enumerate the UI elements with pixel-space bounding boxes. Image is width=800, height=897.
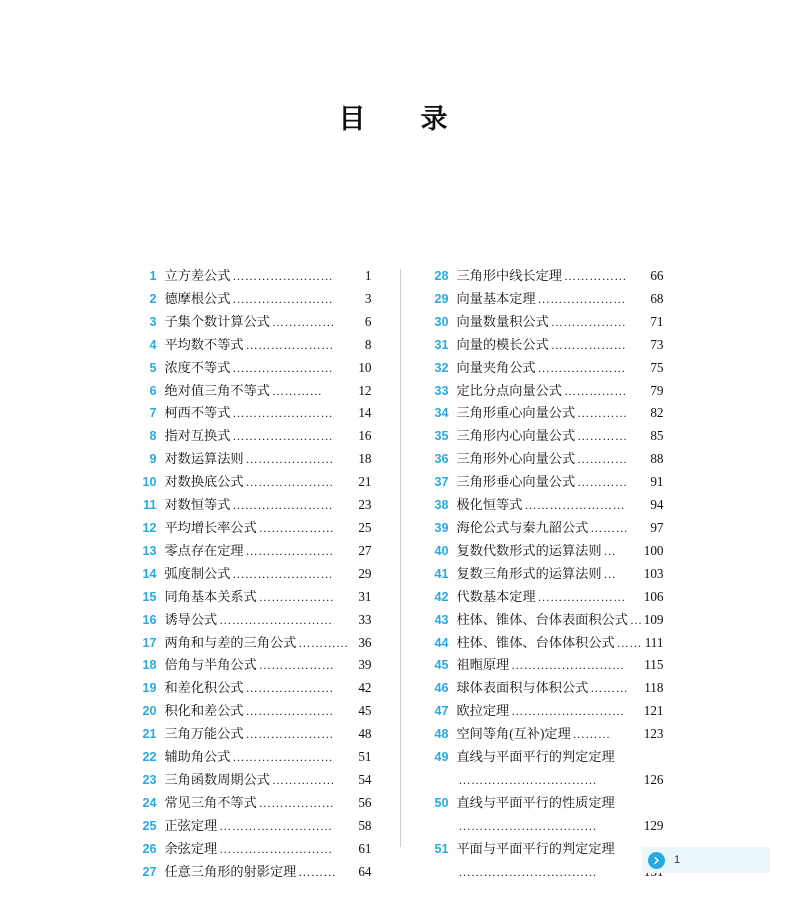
toc-entry-dots: ………………… bbox=[537, 360, 626, 375]
toc-entry-number: 45 bbox=[434, 658, 449, 673]
toc-entry-page: 36 bbox=[358, 634, 372, 650]
toc-entry-label: 三角形内心向量公式 bbox=[456, 428, 576, 444]
toc-entry-page: 118 bbox=[644, 680, 664, 696]
toc-entry[interactable] bbox=[429, 632, 664, 655]
toc-entry-label: 立方差公式 bbox=[164, 268, 231, 283]
toc-entry-page: 48 bbox=[358, 726, 372, 742]
toc-entry[interactable] bbox=[137, 448, 372, 471]
toc-entry-label: 对数恒等式 bbox=[164, 497, 231, 513]
toc-entry-number: 25 bbox=[142, 818, 157, 833]
toc-entry-dots: …………… bbox=[272, 772, 335, 787]
toc-entry[interactable] bbox=[429, 311, 664, 334]
toc-entry-number: 3 bbox=[149, 314, 157, 329]
toc-entry-page: 85 bbox=[650, 428, 664, 444]
toc-entry-label: 向量的模长公式 bbox=[456, 336, 549, 352]
toc-entry-number: 26 bbox=[142, 841, 157, 856]
toc-entry-number: 30 bbox=[434, 314, 449, 329]
toc-entry[interactable] bbox=[429, 517, 664, 540]
toc-entry-dots: ……………… bbox=[550, 337, 627, 352]
toc-entry-page: 66 bbox=[650, 268, 664, 283]
toc-entry-page: 73 bbox=[650, 336, 664, 352]
toc-entry-number: 6 bbox=[149, 383, 157, 398]
toc-entry-label: 任意三角形的射影定理 bbox=[164, 863, 297, 879]
toc-entry-page: 126 bbox=[643, 771, 664, 787]
toc-entry-dots: ………………… bbox=[245, 337, 334, 352]
toc-entry-dots: ………… bbox=[577, 452, 628, 467]
toc-right-column bbox=[415, 265, 664, 883]
toc-entry-dots: …………………… bbox=[232, 269, 334, 283]
toc-entry[interactable] bbox=[429, 838, 664, 884]
toc-entry-label: 三角函数周期公式 bbox=[164, 771, 270, 787]
toc-entry-label: 柱体、锥体、台体表面积公式 bbox=[456, 611, 628, 627]
toc-entry-label: 祖暅原理 bbox=[456, 657, 510, 673]
toc-entry-label: 三角形重心向量公式 bbox=[456, 405, 576, 421]
toc-entry-label: 空间等角(互补)定理 bbox=[456, 726, 571, 742]
page-number: 1 bbox=[674, 854, 681, 866]
toc-entry-label: 子集个数计算公式 bbox=[164, 313, 270, 329]
toc-entry-number: 47 bbox=[434, 704, 449, 719]
toc-entry-number: 13 bbox=[142, 543, 157, 558]
toc-entry-label: 辅助角公式 bbox=[164, 749, 231, 765]
toc-entry-dots: … bbox=[603, 543, 617, 558]
toc-entry[interactable] bbox=[137, 357, 372, 380]
toc-entry-label: 极化恒等式 bbox=[456, 497, 523, 513]
toc-entry-label: 三角万能公式 bbox=[164, 726, 244, 742]
toc-entry-number: 16 bbox=[142, 612, 157, 627]
toc-entry-number: 23 bbox=[142, 772, 157, 787]
toc-entry[interactable] bbox=[429, 792, 664, 838]
toc-entry-page: 123 bbox=[643, 726, 664, 742]
toc-entry-dots: …………… bbox=[272, 314, 335, 329]
toc-entry-dots: …………… bbox=[564, 383, 627, 398]
toc-entry[interactable] bbox=[137, 517, 372, 540]
toc-entry[interactable] bbox=[429, 677, 664, 700]
toc-entry[interactable] bbox=[137, 471, 372, 494]
toc-entry-dots: …………………………… bbox=[458, 772, 598, 787]
toc-entry-number: 38 bbox=[434, 498, 449, 513]
toc-entry-page: 103 bbox=[643, 565, 664, 581]
toc-entry-number: 7 bbox=[149, 406, 157, 421]
toc-entry-dots: ………………… bbox=[537, 291, 626, 306]
toc-entry-label: 和差化积公式 bbox=[164, 680, 244, 696]
toc-entry-number: 46 bbox=[434, 681, 449, 696]
toc-entry-label: 直线与平面平行的判定定理 bbox=[456, 749, 615, 765]
toc-entry-page: 109 bbox=[643, 611, 664, 627]
toc-entry-label: 弧度制公式 bbox=[164, 565, 231, 581]
toc-entry-number: 37 bbox=[434, 475, 449, 490]
toc-entry-number: 51 bbox=[434, 841, 449, 856]
toc-entry-dots: ……… bbox=[298, 864, 337, 879]
toc-entry-page: 1 bbox=[364, 268, 372, 283]
toc-entry-number: 12 bbox=[142, 520, 157, 535]
toc-entry-label: 零点存在定理 bbox=[164, 542, 244, 558]
toc-entry-label: 德摩根公式 bbox=[164, 290, 231, 306]
toc-entry[interactable] bbox=[429, 723, 664, 746]
toc-entry-page: 31 bbox=[358, 588, 372, 604]
toc-entry-page: 54 bbox=[358, 771, 372, 787]
toc-entry[interactable] bbox=[137, 265, 372, 288]
toc-entry-page: 56 bbox=[358, 794, 372, 810]
toc-entry-number: 15 bbox=[142, 589, 157, 604]
toc-entry-dots: ………………… bbox=[537, 589, 626, 604]
toc-entry-page: 94 bbox=[650, 497, 664, 513]
toc-entry-page: 51 bbox=[358, 749, 372, 765]
page-footer bbox=[642, 847, 770, 873]
toc-entry-label: 诱导公式 bbox=[164, 611, 218, 627]
toc-entry[interactable] bbox=[137, 311, 372, 334]
toc-entry-page: 75 bbox=[650, 359, 664, 375]
toc-entry-page: 111 bbox=[644, 634, 664, 650]
toc-entry-dots: …………………… bbox=[232, 360, 334, 375]
toc-page bbox=[0, 97, 800, 897]
toc-entry-label: 球体表面积与体积公式 bbox=[456, 680, 589, 696]
toc-entry-label: 复数三角形式的运算法则 bbox=[456, 565, 602, 581]
toc-entry-dots: …………………… bbox=[232, 429, 334, 444]
toc-entry-label: 向量夹角公式 bbox=[456, 359, 536, 375]
toc-entry-page: 14 bbox=[358, 405, 372, 421]
toc-entry[interactable] bbox=[137, 334, 372, 357]
toc-left-column bbox=[137, 265, 386, 883]
toc-entry[interactable] bbox=[429, 654, 664, 677]
toc-entry-number: 32 bbox=[434, 360, 449, 375]
toc-entry-page: 45 bbox=[358, 703, 372, 719]
toc-entry-label: 平均增长率公式 bbox=[164, 519, 257, 535]
toc-entry-number: 9 bbox=[149, 452, 157, 467]
toc-entry-page: 88 bbox=[650, 451, 664, 467]
toc-entry-page: 16 bbox=[358, 428, 372, 444]
toc-entry-dots: ………………… bbox=[245, 543, 334, 558]
toc-entry-page: 79 bbox=[650, 382, 664, 398]
toc-entry-label: 同角基本关系式 bbox=[164, 588, 257, 604]
toc-entry-dots: …………………… bbox=[232, 750, 334, 765]
toc-entry-label: 向量数量积公式 bbox=[456, 313, 549, 329]
toc-entry[interactable] bbox=[429, 540, 664, 563]
toc-entry-dots: ……………… bbox=[258, 589, 335, 604]
toc-entry-page: 27 bbox=[358, 542, 372, 558]
toc-entry-label: 对数换底公式 bbox=[164, 474, 244, 490]
toc-entry[interactable] bbox=[429, 265, 664, 288]
toc-entry-dots: ………………… bbox=[245, 704, 334, 719]
toc-entry-number: 40 bbox=[434, 543, 449, 558]
toc-entry-page: 100 bbox=[643, 542, 664, 558]
toc-entry-page: 97 bbox=[650, 519, 664, 535]
toc-entry[interactable] bbox=[137, 288, 372, 311]
toc-entry-dots: …………………… bbox=[232, 406, 334, 421]
toc-entry[interactable] bbox=[429, 586, 664, 609]
toc-entry-page: 64 bbox=[358, 863, 372, 879]
toc-entry[interactable] bbox=[429, 563, 664, 586]
toc-entry-label: 欧拉定理 bbox=[456, 703, 510, 719]
toc-entry-label: 三角形外心向量公式 bbox=[456, 451, 576, 467]
toc-entry-label: 浓度不等式 bbox=[164, 359, 231, 375]
toc-entry-dots: …… bbox=[616, 635, 642, 650]
toc-entry[interactable] bbox=[137, 792, 372, 815]
toc-entry[interactable] bbox=[137, 769, 372, 792]
toc-entry-number: 42 bbox=[434, 589, 449, 604]
toc-entry-label: 向量基本定理 bbox=[456, 290, 536, 306]
toc-entry-number: 4 bbox=[149, 337, 157, 352]
toc-entry[interactable] bbox=[137, 700, 372, 723]
toc-entry-page: 115 bbox=[644, 657, 664, 673]
toc-entry-dots: ……………… bbox=[258, 658, 335, 673]
toc-entry-label: 代数基本定理 bbox=[456, 588, 536, 604]
toc-entry-number: 44 bbox=[434, 635, 449, 650]
toc-entry[interactable] bbox=[137, 494, 372, 517]
toc-entry[interactable] bbox=[137, 632, 372, 655]
toc-entry[interactable] bbox=[429, 357, 664, 380]
toc-entry-label: 海伦公式与秦九韶公式 bbox=[456, 519, 589, 535]
toc-entry[interactable] bbox=[429, 471, 664, 494]
toc-entry-label: 直线与平面平行的性质定理 bbox=[456, 794, 615, 810]
toc-entry-dots: ………………… bbox=[245, 681, 334, 696]
toc-entry-dots: …………………… bbox=[232, 566, 334, 581]
toc-entry[interactable] bbox=[137, 425, 372, 448]
toc-entry[interactable] bbox=[429, 334, 664, 357]
toc-entry-page: 42 bbox=[358, 680, 372, 696]
toc-columns bbox=[0, 265, 800, 883]
toc-entry-page: 82 bbox=[650, 405, 664, 421]
toc-entry-number: 39 bbox=[434, 520, 449, 535]
toc-entry-page: 129 bbox=[643, 817, 664, 833]
toc-entry-number: 14 bbox=[142, 566, 157, 581]
toc-entry[interactable] bbox=[429, 700, 664, 723]
toc-entry-page: 23 bbox=[358, 497, 372, 513]
toc-entry-number: 31 bbox=[434, 337, 449, 352]
toc-entry-page: 39 bbox=[358, 657, 372, 673]
toc-entry[interactable] bbox=[137, 654, 372, 677]
toc-entry-dots: … bbox=[629, 612, 643, 627]
toc-entry-number: 50 bbox=[434, 795, 449, 810]
toc-entry[interactable] bbox=[429, 448, 664, 471]
toc-entry-page: 61 bbox=[358, 840, 372, 856]
toc-entry-label: 复数代数形式的运算法则 bbox=[456, 542, 602, 558]
page-title: 目 录 bbox=[338, 104, 462, 134]
toc-entry-dots: ……………… bbox=[258, 520, 335, 535]
toc-entry-number: 20 bbox=[142, 704, 157, 719]
toc-entry-dots: ………… bbox=[577, 406, 628, 421]
toc-entry-dots: ………… bbox=[272, 383, 323, 398]
toc-entry-dots: ……………………… bbox=[511, 658, 625, 673]
toc-entry[interactable] bbox=[137, 838, 372, 861]
toc-entry-label: 倍角与半角公式 bbox=[164, 657, 257, 673]
toc-entry-dots: …………… bbox=[564, 269, 627, 283]
toc-entry[interactable] bbox=[137, 540, 372, 563]
toc-entry-dots: ………………… bbox=[245, 475, 334, 490]
toc-entry-page: 3 bbox=[364, 290, 372, 306]
toc-entry-dots: …………………………… bbox=[458, 864, 598, 879]
toc-entry[interactable] bbox=[137, 586, 372, 609]
toc-entry-number: 34 bbox=[434, 406, 449, 421]
toc-entry-number: 8 bbox=[149, 429, 157, 444]
toc-entry-dots: ………… bbox=[577, 429, 628, 444]
toc-entry-label: 柯西不等式 bbox=[164, 405, 231, 421]
toc-entry-label: 平均数不等式 bbox=[164, 336, 244, 352]
toc-entry-dots: …………………… bbox=[232, 291, 334, 306]
toc-entry[interactable] bbox=[429, 746, 664, 792]
toc-entry[interactable] bbox=[137, 746, 372, 769]
toc-entry-label: 绝对值三角不等式 bbox=[164, 382, 270, 398]
toc-entry-number: 19 bbox=[142, 681, 157, 696]
toc-entry-page: 68 bbox=[650, 290, 664, 306]
toc-entry-number: 36 bbox=[434, 452, 449, 467]
toc-entry-number: 11 bbox=[143, 498, 157, 513]
toc-entry-page: 12 bbox=[358, 382, 372, 398]
toc-entry-number: 24 bbox=[142, 795, 157, 810]
toc-entry-dots: ……… bbox=[590, 520, 629, 535]
toc-entry-number: 1 bbox=[149, 269, 157, 283]
toc-entry-label: 常见三角不等式 bbox=[164, 794, 257, 810]
toc-entry-label: 正弦定理 bbox=[164, 817, 218, 833]
toc-entry-number: 22 bbox=[142, 750, 157, 765]
toc-entry-dots: ……… bbox=[572, 727, 611, 742]
toc-entry-page: 18 bbox=[358, 451, 372, 467]
toc-entry-page: 29 bbox=[358, 565, 372, 581]
toc-entry-number: 43 bbox=[434, 612, 449, 627]
toc-entry-label: 指对互换式 bbox=[164, 428, 231, 444]
toc-entry-number: 28 bbox=[434, 269, 449, 283]
toc-entry-page: 8 bbox=[364, 336, 372, 352]
toc-entry-page: 58 bbox=[358, 817, 372, 833]
toc-entry-dots: ……………………… bbox=[511, 704, 625, 719]
toc-entry-number: 49 bbox=[434, 750, 449, 765]
toc-entry-label: 两角和与差的三角公式 bbox=[164, 634, 297, 650]
toc-entry-dots: …………………… bbox=[524, 498, 626, 513]
toc-entry-dots: ……………… bbox=[258, 795, 335, 810]
toc-entry[interactable] bbox=[137, 815, 372, 838]
toc-entry-page: 33 bbox=[358, 611, 372, 627]
toc-entry-number: 35 bbox=[434, 429, 449, 444]
toc-entry-number: 41 bbox=[434, 566, 449, 581]
toc-entry-page: 6 bbox=[364, 313, 372, 329]
toc-entry-page: 21 bbox=[358, 474, 372, 490]
toc-entry-label: 柱体、锥体、台体体积公式 bbox=[456, 634, 615, 650]
toc-entry[interactable] bbox=[137, 723, 372, 746]
column-divider bbox=[400, 269, 401, 847]
toc-entry-number: 48 bbox=[434, 727, 449, 742]
toc-entry-number: 2 bbox=[149, 291, 157, 306]
toc-entry-dots: ……………… bbox=[550, 314, 627, 329]
toc-entry-label: 定比分点向量公式 bbox=[456, 382, 562, 398]
toc-entry-dots: …………………………… bbox=[458, 818, 598, 833]
toc-entry-number: 17 bbox=[142, 635, 157, 650]
toc-entry-label: 对数运算法则 bbox=[164, 451, 244, 467]
toc-entry-label: 三角形中线长定理 bbox=[456, 268, 562, 283]
toc-entry[interactable] bbox=[429, 494, 664, 517]
toc-entry-number: 5 bbox=[149, 360, 157, 375]
toc-entry-number: 33 bbox=[434, 383, 449, 398]
toc-entry-dots: ………………… bbox=[245, 452, 334, 467]
toc-entry[interactable] bbox=[429, 380, 664, 403]
toc-entry-number: 21 bbox=[142, 727, 157, 742]
toc-entry-page: 71 bbox=[650, 313, 664, 329]
toc-entry-number: 18 bbox=[142, 658, 157, 673]
toc-entry[interactable] bbox=[429, 402, 664, 425]
toc-entry[interactable] bbox=[137, 861, 372, 884]
toc-entry-number: 27 bbox=[142, 864, 157, 879]
toc-entry[interactable] bbox=[429, 288, 664, 311]
toc-entry[interactable] bbox=[137, 563, 372, 586]
toc-entry[interactable] bbox=[137, 609, 372, 632]
toc-entry[interactable] bbox=[429, 425, 664, 448]
chevron-right-icon bbox=[648, 852, 665, 869]
toc-entry-dots: ………… bbox=[577, 475, 628, 490]
toc-entry-dots: … bbox=[603, 566, 617, 581]
toc-entry-dots: ……………………… bbox=[219, 841, 333, 856]
toc-entry-page: 91 bbox=[650, 474, 664, 490]
toc-entry-number: 10 bbox=[142, 475, 157, 490]
toc-entry[interactable] bbox=[137, 677, 372, 700]
toc-entry-dots: ……… bbox=[590, 681, 629, 696]
toc-entry-label: 三角形垂心向量公式 bbox=[456, 474, 576, 490]
toc-entry[interactable] bbox=[429, 609, 664, 632]
toc-entry[interactable] bbox=[137, 402, 372, 425]
toc-entry-dots: ………… bbox=[298, 635, 349, 650]
toc-entry-number: 29 bbox=[434, 291, 449, 306]
toc-entry-page: 25 bbox=[358, 519, 372, 535]
toc-entry-page: 106 bbox=[643, 588, 664, 604]
toc-entry-dots: ………………… bbox=[245, 727, 334, 742]
toc-entry[interactable] bbox=[137, 380, 372, 403]
toc-entry-page: 121 bbox=[643, 703, 664, 719]
toc-entry-label: 平面与平面平行的判定定理 bbox=[456, 840, 615, 856]
toc-entry-dots: …………………… bbox=[232, 498, 334, 513]
toc-entry-label: 余弦定理 bbox=[164, 840, 218, 856]
toc-entry-label: 积化和差公式 bbox=[164, 703, 244, 719]
toc-entry-dots: ……………………… bbox=[219, 818, 333, 833]
toc-entry-page: 10 bbox=[358, 359, 372, 375]
toc-entry-dots: ……………………… bbox=[219, 612, 333, 627]
